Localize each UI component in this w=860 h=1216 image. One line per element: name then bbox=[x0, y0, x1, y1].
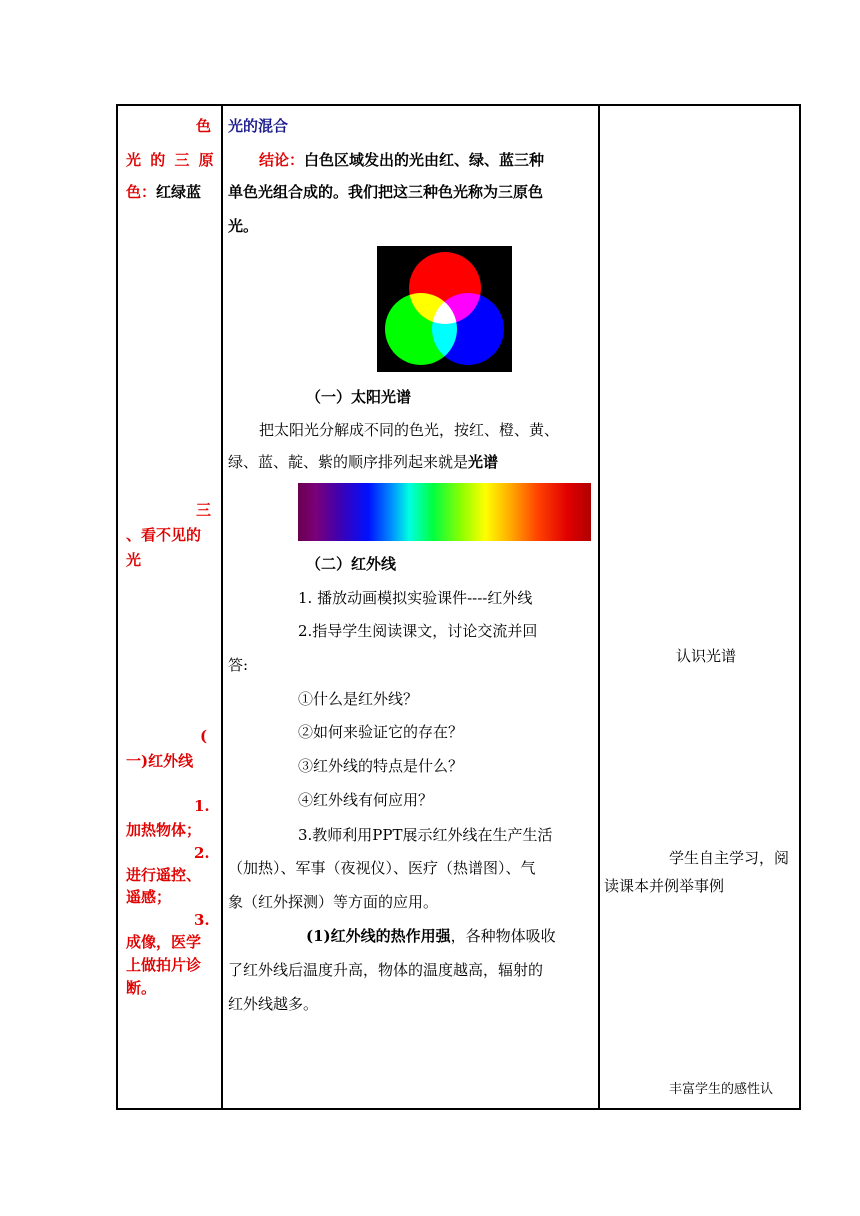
infrared-use: 上做拍片诊 bbox=[126, 956, 202, 974]
activity-text: 认识光谱 bbox=[676, 647, 737, 665]
infrared-use: 2. bbox=[194, 844, 210, 862]
section-three-label: 、看不见的 bbox=[126, 526, 202, 544]
spectrum-text: 绿、蓝、靛、紫的顺序排列起来就是光谱 bbox=[228, 453, 499, 471]
infrared-label: 一)红外线 bbox=[126, 752, 194, 770]
column-divider bbox=[221, 106, 223, 1108]
section-three-label: 光 bbox=[126, 551, 142, 569]
sub-heading-spectrum: （一）太阳光谱 bbox=[306, 388, 412, 406]
activity-text: 学生自主学习，阅 bbox=[669, 849, 790, 867]
step-text: 1. 播放动画模拟实验课件----红外线 bbox=[298, 589, 533, 607]
lesson-table bbox=[116, 104, 801, 1110]
conclusion-text: 单色光组合成的。我们把这三种色光称为三原色 bbox=[228, 183, 544, 201]
infrared-use: 成像，医学 bbox=[126, 933, 202, 951]
activity-text: 丰富学生的感性认 bbox=[669, 1082, 774, 1097]
infrared-use: 遥感； bbox=[126, 888, 172, 906]
sub-heading-infrared: （二）红外线 bbox=[306, 555, 397, 573]
step-text: 答: bbox=[228, 656, 249, 674]
heat-text: 了红外线后温度升高，物体的温度越高，辐射的 bbox=[228, 961, 544, 979]
conclusion-text: 结论：白色区域发出的光由红、绿、蓝三种 bbox=[259, 151, 545, 169]
left-text: 光 的 三 原 bbox=[126, 151, 214, 169]
step-text: （加热）、军事（夜视仪）、医疗（热谱图）、气 bbox=[228, 859, 536, 877]
infrared-use: 进行遥控、 bbox=[126, 866, 202, 884]
rgb-mixing-image bbox=[377, 246, 512, 372]
infrared-use: 加热物体； bbox=[126, 821, 202, 839]
step-text: 2.指导学生阅读课文，讨论交流并回 bbox=[298, 622, 538, 640]
question-text: ①什么是红外线？ bbox=[298, 690, 419, 708]
spectrum-text: 把太阳光分解成不同的色光，按红、橙、黄、 bbox=[259, 421, 560, 439]
question-text: ②如何来验证它的存在？ bbox=[298, 723, 464, 741]
activity-text: 读课本并例举事例 bbox=[604, 877, 725, 895]
left-text: 色 bbox=[196, 117, 212, 135]
infrared-use: 1. bbox=[194, 797, 210, 815]
infrared-use: 3. bbox=[194, 911, 210, 929]
infrared-label: ( bbox=[200, 727, 208, 745]
heat-text: 红外线越多。 bbox=[228, 995, 319, 1013]
section-heading: 光的混合 bbox=[228, 117, 289, 135]
conclusion-text: 光。 bbox=[228, 217, 259, 235]
question-text: ③红外线的特点是什么？ bbox=[298, 757, 464, 775]
section-three-label: 三 bbox=[196, 501, 212, 519]
step-text: 象（红外探测）等方面的应用。 bbox=[228, 893, 439, 911]
left-text: 色：红绿蓝 bbox=[126, 183, 202, 201]
column-divider bbox=[598, 106, 600, 1108]
infrared-use: 断。 bbox=[126, 979, 157, 997]
question-text: ④红外线有何应用？ bbox=[298, 791, 434, 809]
heat-text: (1)红外线的热作用强，各种物体吸收 bbox=[306, 927, 556, 945]
solar-spectrum-image bbox=[298, 483, 591, 541]
step-text: 3.教师利用PPT展示红外线在生产生活 bbox=[298, 826, 553, 844]
